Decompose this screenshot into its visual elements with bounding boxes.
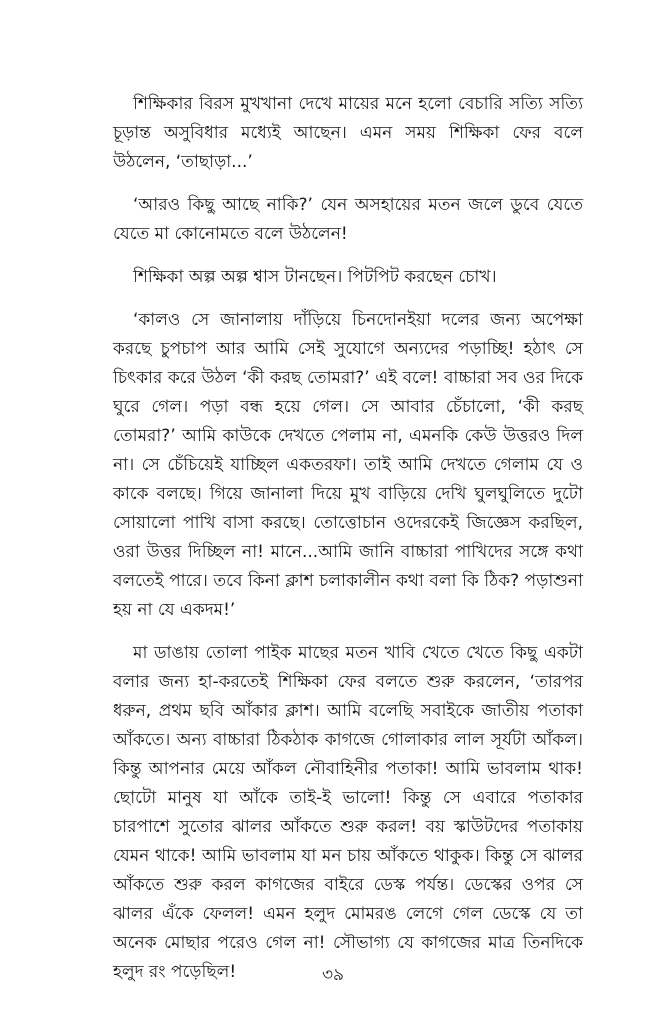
- page-number: ৩৯: [321, 965, 345, 985]
- paragraph-5: মা ডাঙায় তোলা পাইক মাছের মতন খাবি খেতে খেতে কিছু একটা বলার জন্য হা-করতেই শিক্ষিকা ফের বলতে শুরু করলেন, ‘তারপর ধরুন, প্রথম ছবি আঁকার ক্লাশ। আমি বলেছি সবাইকে জাতীয় পতাকা আঁকতে। অন্য বাচ্চারা ঠিকঠাক কাগজে গোলাকার লাল সূর্যটা আঁকল। কিন্তু আপনার মেয়ে আঁকল নৌবাহিনীর পতাকা! আমি ভাবলাম থাক! ছোটো মানুষ যা আঁকে তাই-ই ভালো! কিন্তু সে এবারে পতাকার চারপাশে সুতোর ঝালর আঁকতে শুরু করল! বয় স্কাউটদের পতাকায় যেমন থাকে! আমি ভাবলাম যা মন চায় আঁকতে থাকুক। কিন্তু সে ঝালর আঁকতে শুরু করল কাগজের বাইরে ডেস্ক পর্যন্ত। ডেস্কের ওপর সে ঝালর এঁকে ফেলল! এমন হলুদ মোমরঙ লেগে গেল ডেস্কে যে তা অনেক মোছার পরেও গেল না! সৌভাগ্য যে কাগজের মাত্র তিনদিকে হলুদ রং পড়েছিল!: [113, 643, 583, 982]
- paragraph-2: ‘আরও কিছু আছে নাকি?’ যেন অসহায়ের মতন জলে ডুবে যেতে যেতে মা কোনোমতে বলে উঠলেন!: [113, 195, 583, 244]
- paragraph-1: শিক্ষিকার বিরস মুখখানা দেখে মায়ের মনে হলো বেচারি সত্যি সত্যি চূড়ান্ত অসুবিধার মধ্যেই আছেন। এমন সময় শিক্ষিকা ফের বলে উঠলেন, ‘তাছাড়া...’: [113, 94, 583, 172]
- paragraph-3: শিক্ষিকা অল্প অল্প শ্বাস টানছেন। পিটপিট করছেন চোখ।: [133, 267, 497, 287]
- body-text: [113, 90, 583, 1001]
- paragraph-4: ‘কালও সে জানালায় দাঁড়িয়ে চিনদোনইয়া দলের জন্য অপেক্ষা করছে চুপচাপ আর আমি সেই সুযোগে অন্যদের পড়াচ্ছি! হঠাৎ সে চিৎকার করে উঠল ‘কী করছ তোমরা?’ এই বলে! বাচ্চারা সব ওর দিকে ঘুরে গেল। পড়া বন্ধ হয়ে গেল। সে আবার চেঁচালো, ‘কী করছ তোমরা?’ আমি কাউকে দেখতে পেলাম না, এমনকি কেউ উত্তরও দিল না। সে চেঁচিয়েই যাচ্ছিল একতরফা। তাই আমি দেখতে গেলাম যে ও কাকে বলছে। গিয়ে জানালা দিয়ে মুখ বাড়িয়ে দেখি ঘুলঘুলিতে দুটো সোয়ালো পাখি বাসা করছে। তোত্তোচান ওদেরকেই জিজ্ঞেস করছিল, ওরা উত্তর দিচ্ছিল না! মানে...আমি জানি বাচ্চারা পাখিদের সঙ্গে কথা বলতেই পারে। তবে কিনা ক্লাশ চলাকালীন কথা বলা কি ঠিক? পড়াশুনা হয় না যে একদম!’: [113, 310, 583, 620]
